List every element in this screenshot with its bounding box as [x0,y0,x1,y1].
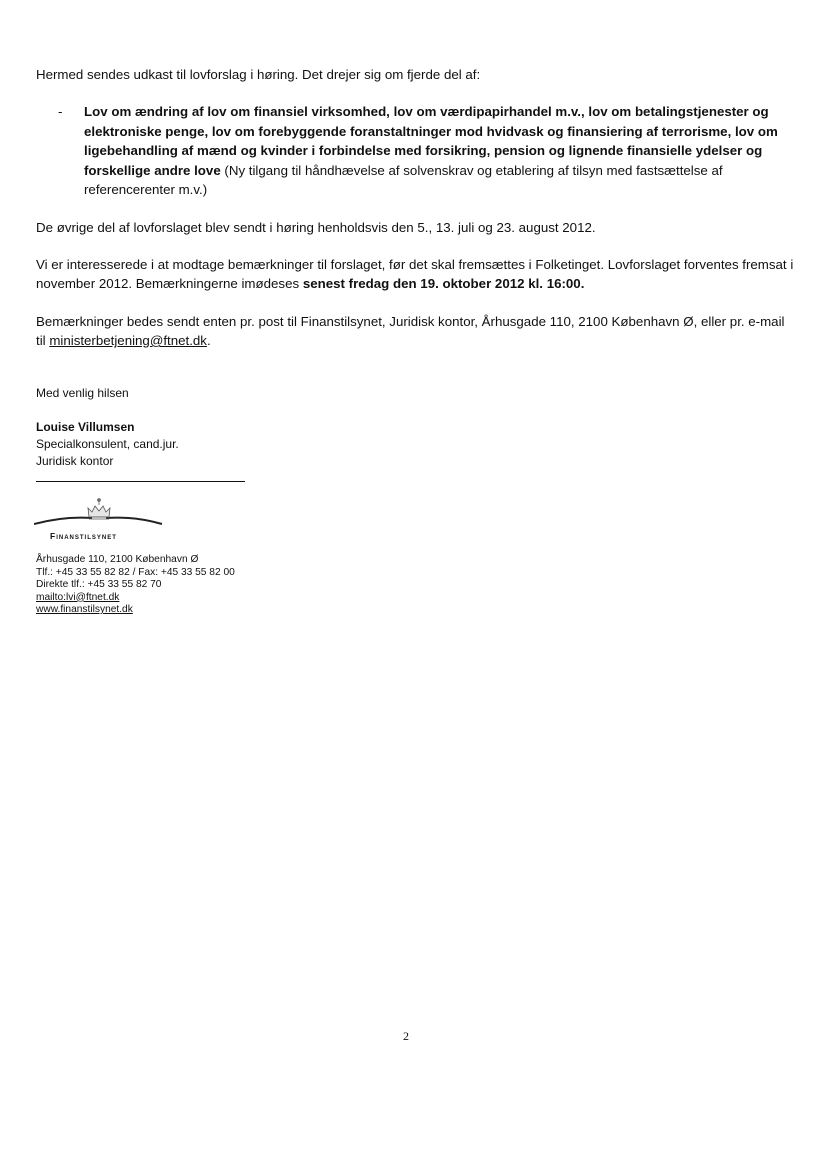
remarks-email-link[interactable]: ministerbetjening@ftnet.dk [49,333,207,348]
remarks-end: . [206,333,211,348]
other-parts-paragraph: De øvrige del af lovforslaget blev sendt i høring henholdsvis den 5., 13. juli og 23. august 2012. [36,220,596,235]
address-direct-phone: Direkte tlf.: +45 33 55 82 70 [36,579,162,590]
address-mail-link[interactable]: mailto:lvi@ftnet.dk [36,591,120,603]
signer-office: Juridisk kontor [36,454,114,468]
intro-paragraph: Hermed sendes udkast til lovforslag i høring. Det drejer sig om fjerde del af: [36,67,481,82]
deadline-text: Vi er interesserede i at modtage bemærkninger til forslaget, før det skal fremsættes i Folketinget. Lovforslaget forventes fremsat i november 2012. Bemærkningerne imødeses [36,257,794,291]
remarks-text: Bemærkninger bedes sendt enten pr. post til Finanstilsynet, Juridisk kontor, Århusgade 110, 2100 København Ø, eller pr. e-mail til [36,314,785,348]
address-street: Århusgade 110, 2100 København Ø [36,554,199,565]
page-number: 2 [403,1029,409,1043]
address-web-link[interactable]: www.finanstilsynet.dk [36,604,133,615]
signer-title: Specialkonsulent, cand.jur. [36,437,179,451]
greeting: Med venlig hilsen [36,386,129,400]
remarks-paragraph [36,312,796,350]
contact-block [36,554,235,617]
crown-icon [88,499,110,519]
signature-divider [36,481,245,482]
bullet-law-title: Lov om ændring af lov om finansiel virksomhed, lov om værdipapirhandel m.v., lov om betalingstjenester og elektroniske penge, lov om forebyggende foranstaltninger mod hvidvask og finansiering af terrorisme, lov om ligebehandling af mænd og kvinder i forbindelse med forsikring, pension og lignende finansielle ydelser og forskellige andre love [84,104,778,178]
logo-wordmark: Finanstilsynet [50,531,117,541]
bullet-text [84,102,784,200]
signer-name: Louise Villumsen [36,420,135,434]
bullet-law-note: (Ny tilgang til håndhævelse af solvenskrav og etablering af tilsyn med fastsættelse af referencerenter m.v.) [84,162,723,197]
address-phone: Tlf.: +45 33 55 82 82 / Fax: +45 33 55 82 00 [36,566,235,578]
deadline-date: senest fredag den 19. oktober 2012 kl. 16:00. [302,276,585,291]
deadline-paragraph [36,255,796,293]
bullet-dash: - [58,104,63,119]
